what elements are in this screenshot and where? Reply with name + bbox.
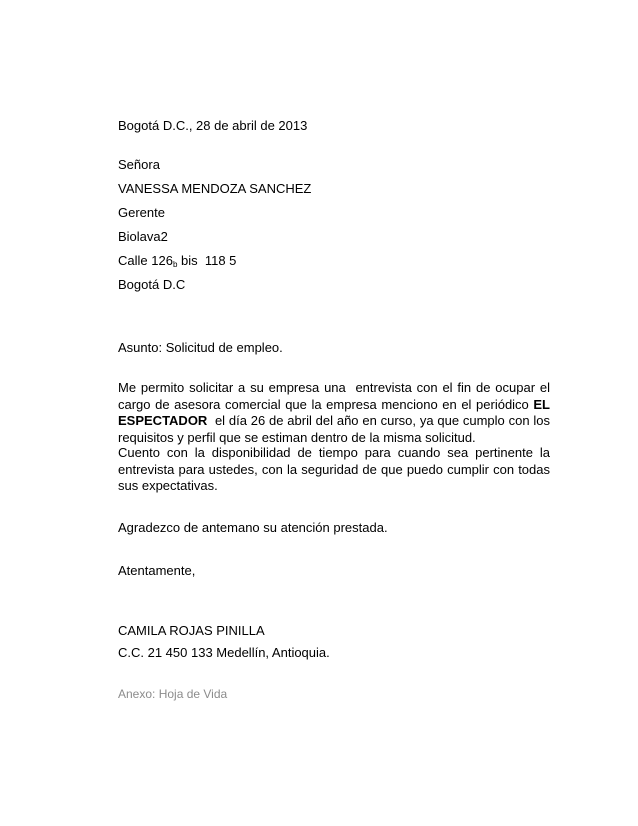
recipient-city: Bogotá D.C bbox=[118, 277, 186, 292]
body-p1-line-4: requisitos y perfil que se estiman dentro de la misma solicitud. bbox=[118, 429, 476, 445]
signer-id: C.C. 21 450 133 Medellín, Antioquia. bbox=[118, 645, 330, 660]
body-p2-line-2: entrevista para ustedes, con la seguridad de que puedo cumplir con todas bbox=[118, 461, 550, 477]
recipient-name: VANESSA MENDOZA SANCHEZ bbox=[118, 181, 312, 196]
address-suffix: bis 118 5 bbox=[177, 253, 237, 268]
body-paragraph-2 bbox=[118, 445, 550, 495]
newspaper-name-part-2: ESPECTADOR bbox=[118, 413, 208, 428]
body-p2-line-1: Cuento con la disponibilidad de tiempo para cuando sea pertinente la bbox=[118, 445, 550, 460]
address-subscript: b bbox=[172, 260, 178, 269]
body-paragraph-1 bbox=[118, 380, 550, 446]
newspaper-name-part-1: EL bbox=[533, 396, 550, 412]
body-p1-line-3-text: el día 26 de abril del año en curso, ya que cumplo con los bbox=[207, 413, 550, 428]
body-p2-line-3: sus expectativas. bbox=[118, 478, 218, 493]
recipient-address bbox=[118, 253, 236, 273]
signer-name: CAMILA ROJAS PINILLA bbox=[118, 623, 265, 638]
recipient-company: Biolava2 bbox=[118, 229, 168, 244]
thanks-line: Agradezco de antemano su atención prestada. bbox=[118, 520, 388, 535]
annex-note: Anexo: Hoja de Vida bbox=[118, 687, 228, 701]
body-p1-line-3 bbox=[118, 413, 550, 430]
body-p1-line-1: Me permito solicitar a su empresa una entrevista con el fin de ocupar el bbox=[118, 380, 550, 395]
closing-line: Atentamente, bbox=[118, 563, 196, 578]
subject-line: Asunto: Solicitud de empleo. bbox=[118, 340, 283, 355]
recipient-salutation: Señora bbox=[118, 157, 160, 172]
address-prefix: Calle 126 bbox=[118, 253, 173, 268]
body-p1-line-2-text: cargo de asesora comercial que la empresa menciono en el periódico bbox=[118, 396, 534, 412]
body-p1-line-2 bbox=[118, 397, 550, 414]
date-line: Bogotá D.C., 28 de abril de 2013 bbox=[118, 118, 308, 133]
recipient-position: Gerente bbox=[118, 205, 165, 220]
